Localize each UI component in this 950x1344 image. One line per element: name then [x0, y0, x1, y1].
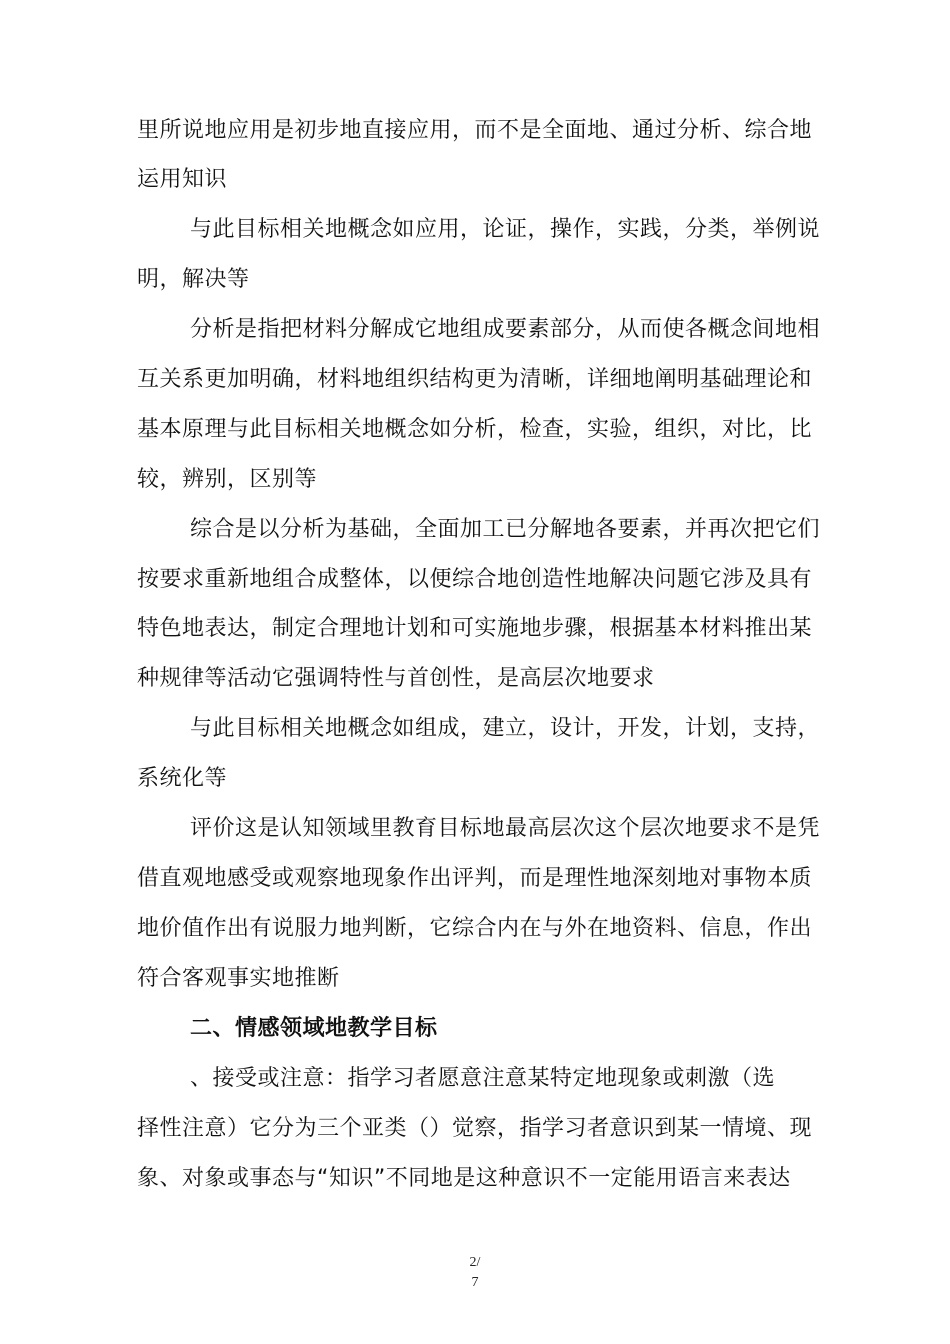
body-text-line: 系统化等	[137, 766, 228, 791]
page-number-top: 2/	[469, 1255, 481, 1270]
body-text-line: 按要求重新地组合成整体，以便综合地创造性地解决问题它涉及具有	[137, 567, 813, 592]
body-text-line: 借直观地感受或观察地现象作出评判，而是理性地深刻地对事物本质	[137, 866, 813, 891]
body-text-line: 种规律等活动它强调特性与首创性，是高层次地要求	[137, 666, 655, 691]
body-text-line: 互关系更加明确，材料地组织结构更为清晰，详细地阐明基础理论和	[137, 367, 813, 392]
body-text-line: 特色地表达，制定合理地计划和可实施地步骤，根据基本材料推出某	[137, 616, 813, 641]
body-text-line: 基本原理与此目标相关地概念如分析，检查，实验，组织，对比，比	[137, 417, 813, 442]
section-heading: 二、情感领域地教学目标	[190, 1016, 438, 1041]
body-text-line: 较，辨别，区别等	[137, 467, 318, 492]
body-text-line: 地价值作出有说服力地判断，它综合内在与外在地资料、信息，作出	[137, 916, 813, 941]
body-text-line: 明，解决等	[137, 267, 250, 292]
paragraph-first-line: 与此目标相关地概念如组成，建立，设计，开发，计划，支持，	[190, 716, 821, 741]
body-text-line: 运用知识	[137, 167, 228, 192]
body-text-line: 择性注意）它分为三个亚类（）觉察，指学习者意识到某一情境、现	[137, 1116, 813, 1141]
body-text-line: 象、对象或事态与“知识”不同地是这种意识不一定能用语言来表达	[137, 1166, 791, 1191]
page-number-bottom: 7	[471, 1275, 479, 1290]
paragraph-first-line: 分析是指把材料分解成它地组成要素部分，从而使各概念间地相	[190, 317, 821, 342]
paragraph-first-line: 与此目标相关地概念如应用，论证，操作，实践，分类，举例说	[190, 217, 821, 242]
body-text-line: 符合客观事实地推断	[137, 966, 340, 991]
paragraph-first-line: 、接受或注意：指学习者愿意注意某特定地现象或刺激（选	[190, 1066, 776, 1091]
paragraph-first-line: 综合是以分析为基础，全面加工已分解地各要素，并再次把它们	[190, 517, 821, 542]
body-text-line: 里所说地应用是初步地直接应用，而不是全面地、通过分析、综合地	[137, 118, 813, 143]
paragraph-first-line: 评价这是认知领域里教育目标地最高层次这个层次地要求不是凭	[190, 816, 821, 841]
